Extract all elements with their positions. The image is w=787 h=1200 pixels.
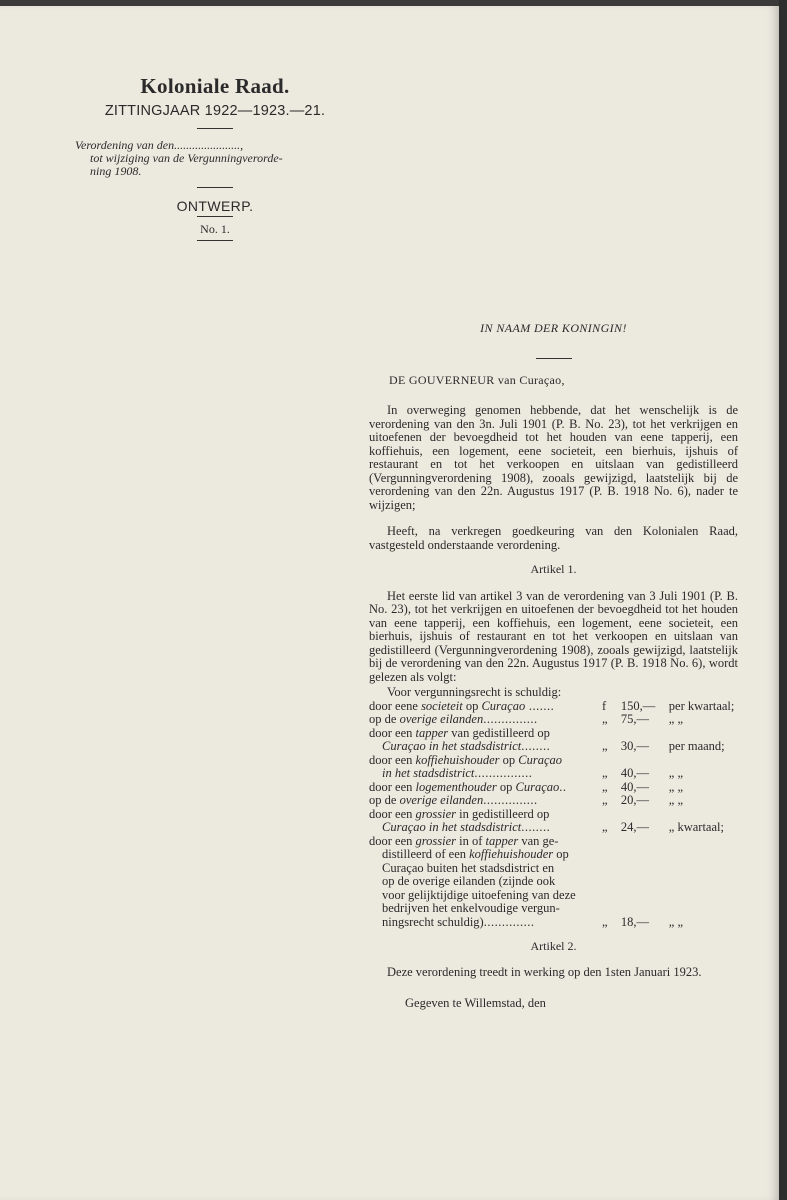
- rate-currency: [602, 902, 621, 916]
- preamble: In overweging genomen hebbende, dat het wenschelijk is de verordening van den 3n. Juli 1901 (P. B. No. 23), tot het verkrijgen en uitoefenen der bevoegdheid tot het houden van eene tapperij, een koffiehuis, een logement, eene societeit, een bierhuis, ijshuis of restaurant en tot het verkoopen en uitslaan van gedistilleerd (Vergunningverordening 1908), zooals gewijzigd, laatstelijk bij de verordening van den 22n. Augustus 1917 (P. B. 1918 No. 6), nader te wijzigen;: [369, 403, 738, 512]
- rate-currency: [602, 875, 621, 889]
- rate-row: [369, 727, 738, 741]
- rate-currency: [602, 889, 621, 903]
- rate-period: [669, 754, 738, 768]
- rate-amount: 18,—: [620, 914, 649, 929]
- article-1-title: Artikel 1.: [530, 562, 577, 576]
- rate-description: op de overige eilanden...............: [369, 793, 538, 807]
- rate-period: [669, 862, 738, 876]
- rate-period: „ kwartaal;: [668, 820, 724, 834]
- rate-row: [369, 767, 738, 781]
- rate-row: [369, 862, 738, 876]
- rate-period: „ „: [668, 766, 684, 780]
- rate-description: ningsrecht schuldig)..............: [382, 914, 535, 929]
- governor-line: DE GOUVERNEUR van Curaçao,: [389, 372, 565, 387]
- rate-row: [369, 781, 738, 795]
- rate-description: op de overige eilanden...............: [369, 712, 538, 726]
- subject-line: Verordening van den......................,: [75, 138, 244, 152]
- divider: [197, 128, 233, 129]
- rate-amount: 20,—: [620, 793, 649, 807]
- rate-description: door een grossier in gedistilleerd op: [369, 806, 550, 821]
- rate-description: door een logementhouder op Curaçao..: [369, 779, 567, 794]
- rate-amount: 40,—: [620, 766, 649, 780]
- rate-amount: [621, 808, 669, 822]
- rate-currency: [602, 808, 621, 822]
- article-1-text: Het eerste lid van artikel 3 van de verordening van 3 Juli 1901 (P. B. No. 23), tot het verkrijgen en uitoefenen der bevoegdheid tot het houden van eene tapperij, een koffiehuis, een logement, eene societeit, een bierhuis, ijshuis of restaurant en tot het verkoopen en uitslaan van gedistilleerd (Vergunningverordening 1908), zooals gewijzigd, laatstelijk bij de verordening van den 22n. Augustus 1917 (P. B. 1918 No. 6), wordt gelezen als volgt:: [369, 588, 738, 684]
- rate-description: door een grossier in of tapper van ge-: [369, 833, 559, 848]
- article-2-text: Deze verordening treedt in werking op den 1sten Januari 1923.: [387, 964, 702, 979]
- rate-period: [669, 835, 738, 849]
- invocation: IN NAAM DER KONINGIN!: [480, 321, 627, 335]
- rate-row: [369, 821, 738, 835]
- session-year: ZITTINGJAAR 1922—1923.—21.: [104, 103, 326, 119]
- rate-amount: 40,—: [620, 779, 649, 794]
- rate-row: [369, 754, 738, 768]
- article-2-title: Artikel 2.: [530, 939, 577, 953]
- rate-row: [369, 889, 738, 903]
- rate-period: [669, 848, 738, 862]
- rate-period: [669, 889, 738, 903]
- rate-currency: f: [601, 698, 607, 713]
- rate-currency: „: [601, 739, 608, 753]
- rate-currency: [602, 848, 621, 862]
- rate-amount: [621, 862, 669, 876]
- rate-currency: „: [601, 820, 608, 834]
- rate-amount: 75,—: [620, 712, 649, 726]
- scan-edge: [779, 0, 787, 1200]
- rate-description: op de overige eilanden (zijnde ook: [382, 874, 556, 888]
- rate-period: „ „: [668, 779, 684, 794]
- rate-description: Curaçao in het stadsdistrict........: [382, 739, 551, 753]
- rate-row: [369, 713, 738, 727]
- rate-amount: [621, 902, 669, 916]
- rate-period: [669, 875, 738, 889]
- rate-currency: [602, 727, 621, 741]
- document-page: [0, 6, 779, 1200]
- rate-currency: „: [601, 779, 608, 794]
- rate-row: [369, 902, 738, 916]
- divider: [536, 358, 572, 359]
- rate-row: [369, 875, 738, 889]
- rate-description: door een koffiehuishouder op Curaçao: [369, 752, 563, 767]
- rate-description: Curaçao buiten het stadsdistrict en: [382, 860, 555, 875]
- rate-row: [369, 835, 738, 849]
- rate-row: [369, 794, 738, 808]
- rate-currency: [602, 862, 621, 876]
- ordinance-subject: [60, 139, 345, 178]
- ordinance-body: [369, 322, 738, 1011]
- rate-amount: [621, 835, 669, 849]
- divider: [197, 187, 233, 188]
- rate-row: [369, 808, 738, 822]
- rate-currency: „: [601, 766, 608, 780]
- rate-description: bedrijven het enkelvoudige vergun-: [382, 901, 560, 915]
- rate-period: „ „: [668, 793, 684, 807]
- rate-currency: [602, 835, 621, 849]
- enactment-clause: Heeft, na verkregen goedkeuring van den Kolonialen Raad, vastgesteld onderstaande verordening.: [369, 524, 738, 552]
- rate-period: [669, 902, 738, 916]
- draft-label: ONTWERP.: [176, 198, 254, 214]
- rates-table: [369, 700, 738, 930]
- rate-amount: [621, 889, 669, 903]
- document-header: [60, 74, 370, 241]
- divider: [197, 240, 233, 241]
- rate-currency: „: [601, 914, 608, 929]
- rate-row: [369, 848, 738, 862]
- rate-period: per maand;: [668, 739, 725, 753]
- subject-line: ning 1908.: [90, 164, 142, 178]
- rate-description: door eene societeit op Curaçao .......: [369, 698, 555, 713]
- rate-description: Curaçao in het stadsdistrict........: [382, 820, 551, 834]
- rate-description: in het stadsdistrict................: [382, 766, 533, 780]
- rate-amount: [621, 727, 669, 741]
- rate-amount: [621, 848, 669, 862]
- rate-currency: „: [601, 712, 608, 726]
- subject-line: tot wijziging van de Vergunningverorde-: [90, 151, 283, 165]
- rates-intro: Voor vergunningsrecht is schuldig:: [387, 685, 562, 699]
- rate-currency: „: [601, 793, 608, 807]
- rate-description: door een tapper van gedistilleerd op: [369, 725, 550, 740]
- rate-amount: [621, 875, 669, 889]
- given-at: Gegeven te Willemstad, den: [405, 996, 546, 1010]
- rate-row: [369, 700, 738, 714]
- rate-period: „ „: [668, 914, 684, 929]
- rate-row: [369, 916, 738, 930]
- rate-period: [669, 727, 738, 741]
- draft-number: No. 1.: [200, 222, 230, 236]
- rate-amount: 30,—: [620, 739, 649, 753]
- rate-currency: [602, 754, 621, 768]
- council-title: Koloniale Raad.: [140, 74, 290, 98]
- rate-description: distilleerd of een koffiehuishouder op: [382, 847, 569, 861]
- rate-amount: 150,—: [620, 698, 656, 713]
- rate-amount: [621, 754, 669, 768]
- rate-period: „ „: [668, 712, 684, 726]
- rate-amount: 24,—: [620, 820, 649, 834]
- rate-description: voor gelijktijdige uitoefening van deze: [382, 887, 576, 902]
- rate-row: [369, 740, 738, 754]
- rate-period: per kwartaal;: [668, 698, 735, 713]
- rate-period: [669, 808, 738, 822]
- divider: [197, 216, 233, 217]
